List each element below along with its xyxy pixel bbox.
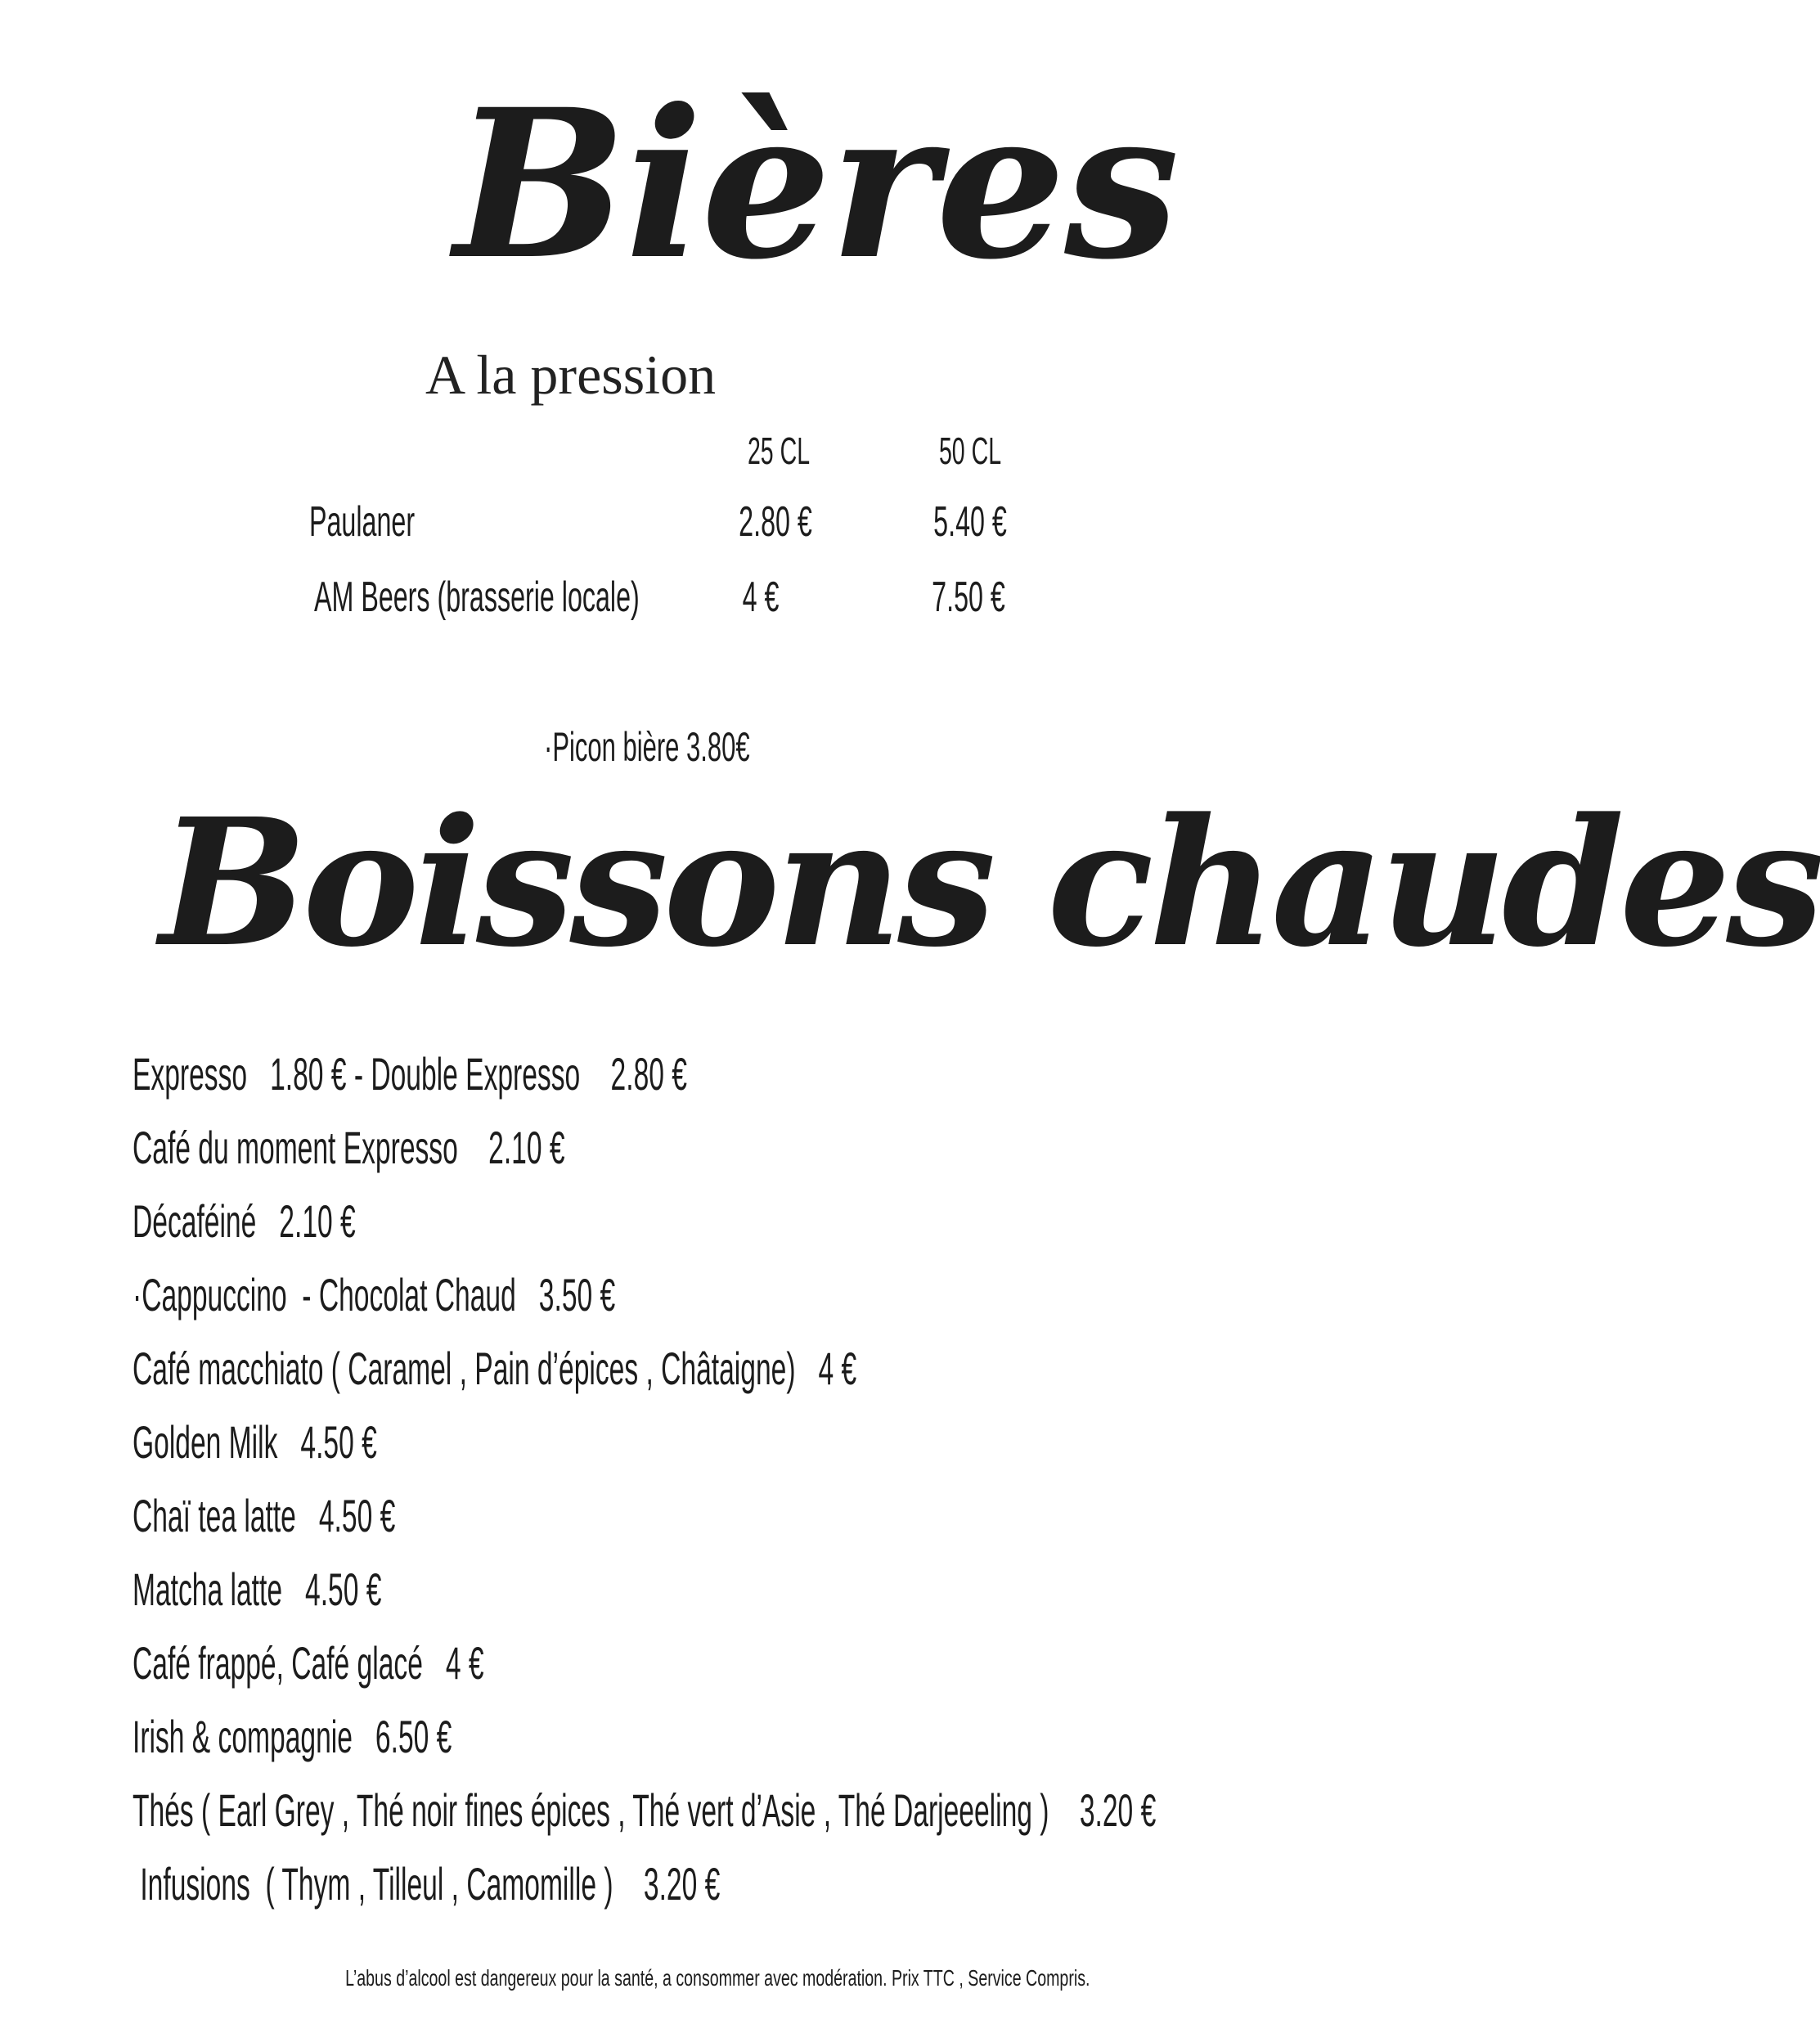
- footer-text: L’abus d’alcool est dangereux pour la santé, a consommer avec modération. Prix TTC , Service Compris.: [344, 1965, 1090, 1991]
- list-item: Infusions ( Thym , Tilleul , Camomille ) 3.20 €: [133, 1858, 721, 1910]
- beer-name: Paulaner: [309, 498, 416, 546]
- list-item: Chaï tea latte 4.50 €: [133, 1490, 396, 1541]
- list-item: Thés ( Earl Grey , Thé noir fines épices , Thé vert d’Asie , Thé Darjeeeling ) 3.20 €: [133, 1784, 1157, 1836]
- list-item: Irish & compagnie 6.50 €: [133, 1711, 452, 1762]
- list-item: Café frappé, Café glacé 4 €: [133, 1637, 484, 1689]
- list-item: Golden Milk 4.50 €: [133, 1416, 377, 1468]
- section-title-bieres: Bières: [454, 64, 1178, 304]
- list-item: Décaféiné 2.10 €: [133, 1195, 356, 1247]
- list-item: Café du moment Expresso 2.10 €: [133, 1122, 565, 1173]
- subtitle-pression: A la pression: [425, 344, 717, 406]
- list-item: Expresso 1.80 € - Double Expresso 2.80 €: [133, 1048, 687, 1100]
- footer-disclaimer: [0, 1965, 1435, 1991]
- section-title-boissons-chaudes: Boissons chaudes: [160, 781, 1820, 986]
- beer-price-25cl: 2.80 €: [739, 498, 812, 546]
- column-header-50cl: 50 CL: [938, 430, 1002, 472]
- beer-price-50cl: 7.50 €: [932, 574, 1005, 621]
- column-header-25cl: 25 CL: [747, 430, 811, 472]
- beer-name: AM Beers (brasserie locale): [314, 574, 640, 621]
- list-item: Café macchiato ( Caramel , Pain d’épices , Châtaigne) 4 €: [133, 1343, 857, 1394]
- list-item: ·Cappuccino - Chocolat Chaud 3.50 €: [133, 1269, 616, 1320]
- picon-biere-item: ·Picon bière 3.80€: [544, 724, 750, 770]
- beer-price-50cl: 5.40 €: [933, 498, 1007, 546]
- list-item: Matcha latte 4.50 €: [133, 1563, 382, 1615]
- beer-price-25cl: 4 €: [742, 574, 780, 621]
